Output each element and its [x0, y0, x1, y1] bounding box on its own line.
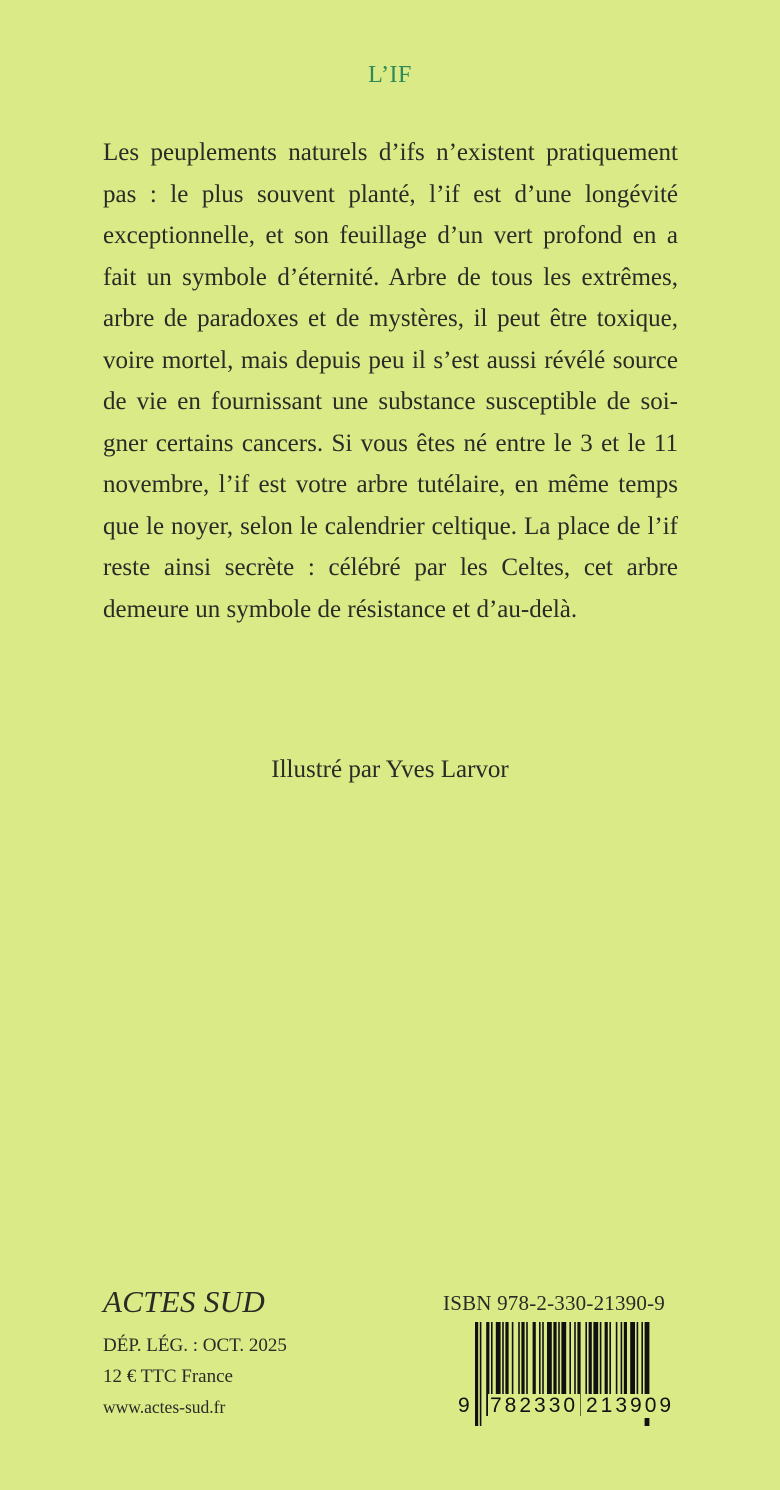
barcode-left-group: 782330	[490, 1394, 579, 1417]
legal-deposit: DÉP. LÉG. : OCT. 2025	[103, 1335, 287, 1356]
barcode-first-digit: 9	[458, 1394, 470, 1417]
book-title: L’IF	[368, 62, 412, 88]
barcode-digits	[458, 1394, 680, 1490]
price: 12 € TTC France	[103, 1366, 233, 1387]
website: www.actes-sud.fr	[103, 1397, 226, 1417]
publisher-logo: ACTES SUD	[103, 1284, 266, 1319]
illustrator-credit: Illustré par Yves Larvor	[271, 756, 509, 783]
isbn: ISBN 978-2-330-21390-9	[443, 1291, 665, 1315]
back-cover-blurb: Les peuplements naturels d’ifs n’existent pratiquement pas : le plus souvent planté, l’if est d’une longévité exceptionnelle, et son feuillage d’un vert profond en a fait un symbole d’éternité. Arbre de tous les extrêmes, arbre de paradoxes et de mystères, il peut être toxique, voire mortel, mais depuis peu il s’est aussi révélé source de vie en fournissant une substance susceptible de soigner certains cancers. Si vous êtes né entre le 3 et le 11 novembre, l’if est votre arbre tutélaire, en même temps que le noyer, selon le calendrier celtique. La place de l’if reste ainsi secrète : célébré par les Celtes, cet arbre demeure un symbole de résistance et d’au-delà.	[103, 139, 678, 623]
barcode-right-group: 213909	[586, 1394, 675, 1417]
